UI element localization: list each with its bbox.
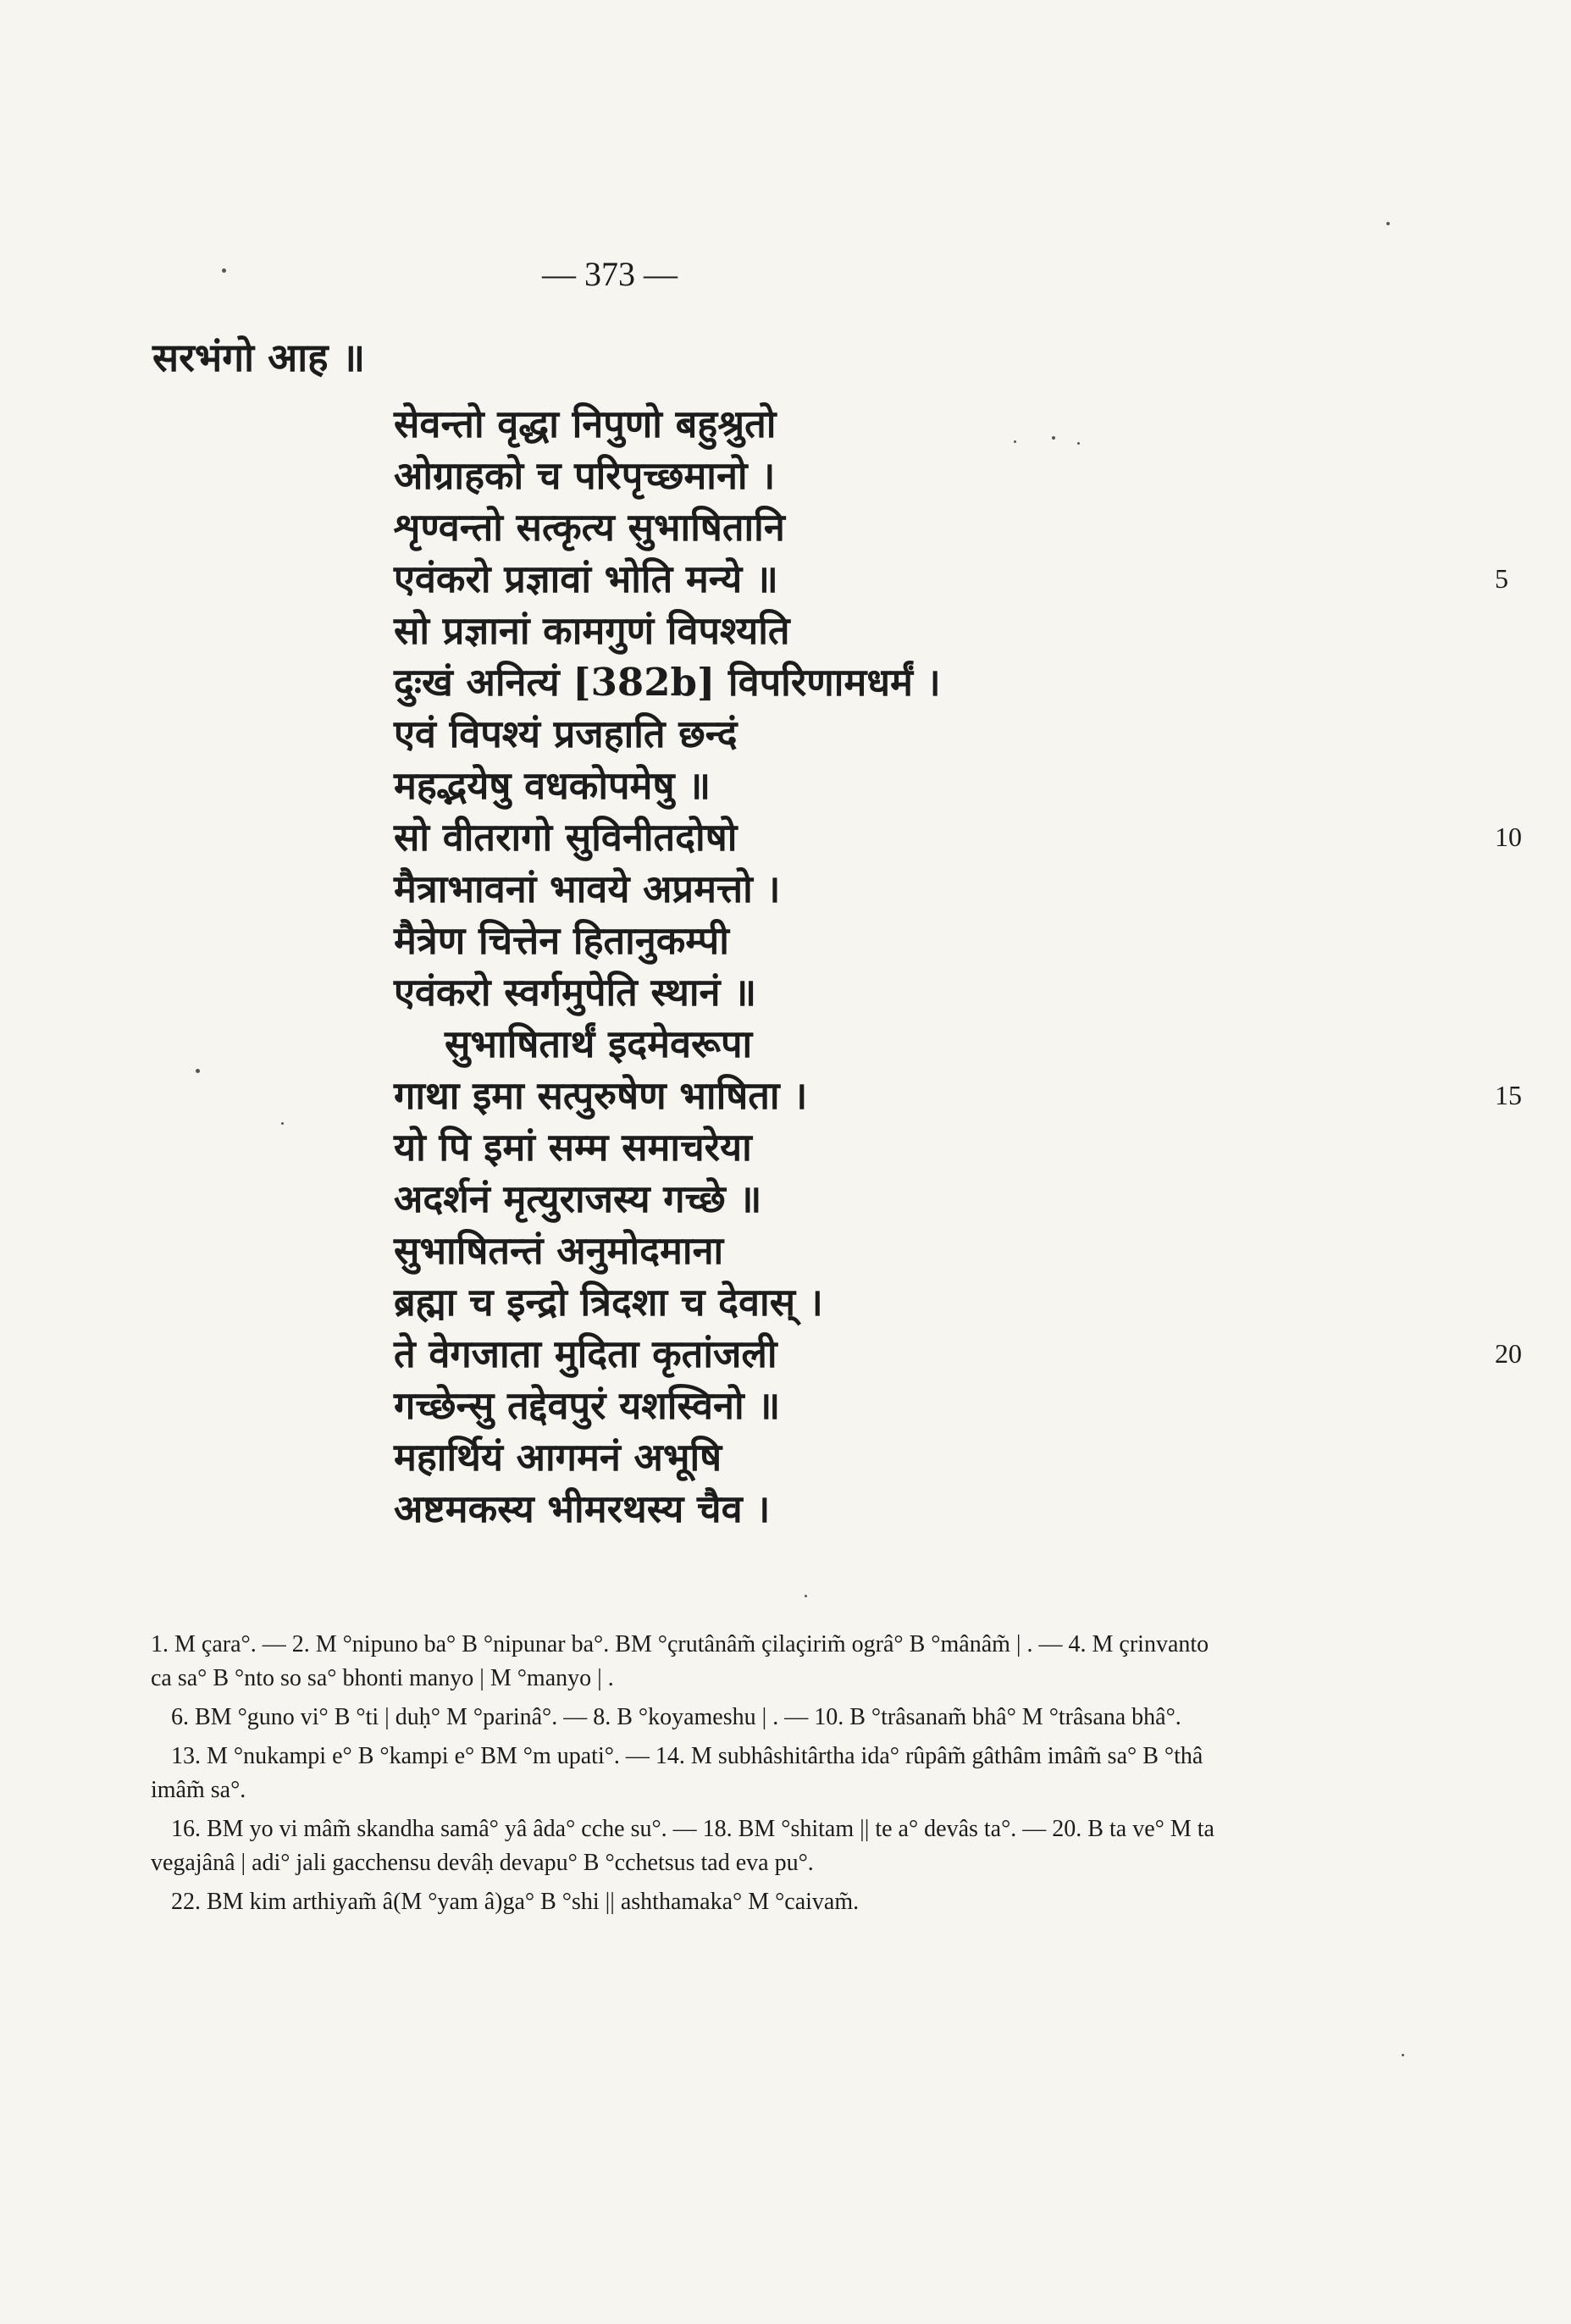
scan-speck xyxy=(1402,2054,1404,2056)
line-number: 15 xyxy=(1495,1080,1522,1110)
verse-line xyxy=(394,1121,1241,1173)
footnote-paragraph: 13. M °nukampi e° B °kampi e° BM °m upati°. — 14. M subhâshitârtha ida° rûpâm̃ gâthâm imâm̃ sa° B °thâ imâm̃ sa°. xyxy=(151,1743,1203,1803)
verse-text: ते वेगजाता मुदिता कृतांजली xyxy=(394,1331,777,1376)
verse-text: एवं विपश्यं प्रजहाति छन्दं xyxy=(394,711,738,756)
verse-text: सो वीतरागो सुविनीतदोषो xyxy=(394,815,738,860)
verse-text: शृण्वन्तो सत्कृत्य सुभाषितानि xyxy=(394,505,785,550)
verse-text: सो प्रज्ञानां कामगुणं विपश्यति xyxy=(394,608,790,653)
verse-text: मैत्राभावनां भावये अप्रमत्तो । xyxy=(394,866,781,911)
verse-line xyxy=(394,863,1241,915)
verse-line xyxy=(394,501,1241,553)
footnote-paragraph: 6. BM °guno vi° B °ti | duḥ° M °parinâ°. — 8. B °koyameshu | . — 10. B °trâsanam̃ bhâ° M °trâsana bhâ°. xyxy=(171,1704,1181,1730)
line-number: 20 xyxy=(1495,1338,1522,1369)
verse-line xyxy=(394,1431,1241,1483)
scan-speck xyxy=(1386,222,1390,225)
verse-line xyxy=(394,398,1241,450)
verse-line xyxy=(394,811,1522,863)
verse-line xyxy=(394,1070,1522,1121)
verse-text: सुभाषितन्तं अनुमोदमाना xyxy=(394,1228,724,1273)
verse-line xyxy=(394,966,1241,1018)
verse-line xyxy=(394,1483,1241,1535)
verse-text: गाथा इमा सत्पुरुषेण भाषिता । xyxy=(394,1073,808,1118)
verse-text: अष्टमकस्य भीमरथस्य चैव । xyxy=(394,1486,771,1531)
verse-line xyxy=(394,656,1241,708)
verse-line xyxy=(394,553,1508,605)
verse-text: अदर्शनं मृत्युराजस्य गच्छे ॥ xyxy=(394,1176,762,1221)
verse-line xyxy=(394,1018,1241,1070)
verse-line xyxy=(394,605,1241,656)
verse-block xyxy=(394,398,1522,1535)
verse-text: एवंकरो स्वर्गमुपेति स्थानं ॥ xyxy=(394,970,757,1015)
verse-line xyxy=(394,915,1241,966)
verse-text: गच्छेन्सु तद्देवपुरं यशस्विनो ॥ xyxy=(394,1383,781,1428)
verse-line xyxy=(394,1276,1241,1328)
line-number: 10 xyxy=(1495,822,1522,852)
scan-speck xyxy=(281,1122,284,1125)
footnote-paragraph: 1. M çara°. — 2. M °nipuno ba° B °nipunar ba°. BM °çrutânâm̃ çilaçirim̃ ogrâ° B °mânâm̃ | . — 4. M çrinvanto ca sa° B °nto so sa° bhonti manyo | M °manyo | . xyxy=(151,1631,1209,1691)
verse-line xyxy=(394,450,1241,501)
verse-line xyxy=(394,1225,1241,1276)
scan-speck xyxy=(805,1595,807,1597)
scan-speck xyxy=(1052,436,1055,440)
verse-text: एवंकरो प्रज्ञावां भोति मन्ये ॥ xyxy=(394,556,778,601)
verse-text: ओग्राहको च परिपृच्छमानो । xyxy=(394,453,776,498)
speaker-heading: सरभंगो आह ॥ xyxy=(152,335,366,380)
verse-line xyxy=(394,1328,1522,1380)
verse-text: यो पि इमां सम्म समाचरेया xyxy=(394,1125,752,1170)
scan-speck xyxy=(1077,442,1080,445)
verse-text: महार्थियं आगमनं अभूषि xyxy=(394,1435,722,1480)
verse-line xyxy=(394,1380,1241,1431)
scan-speck xyxy=(196,1069,200,1073)
verse-line xyxy=(394,708,1241,760)
line-number: 5 xyxy=(1495,563,1508,594)
verse-text: मैत्रेण चित्तेन हितानुकम्पी xyxy=(394,918,729,963)
footnote-paragraph: 22. BM kim arthiyam̃ â(M °yam â)ga° B °shi || ashthamaka° M °caivam̃. xyxy=(171,1889,860,1915)
scan-speck xyxy=(1014,440,1016,443)
verse-text: सुभाषितार्थं इदमेवरूपा xyxy=(445,1021,753,1066)
footnotes xyxy=(151,1628,1231,1924)
verse-text: सेवन्तो वृद्धा निपुणो बहुश्रुतो xyxy=(394,401,777,446)
verse-line xyxy=(394,1173,1241,1225)
verse-text: महद्भयेषु वधकोपमेषु ॥ xyxy=(394,763,711,808)
scan-speck xyxy=(222,268,226,273)
footnote-paragraph: 16. BM yo vi mâm̃ skandha samâ° yâ âda° cche su°. — 18. BM °shitam || te a° devâs ta°. — 20. B ta ve° M ta vegajânâ | adi° jali gacchensu devâḥ devapu° B °cchetsus tad eva pu°. xyxy=(151,1816,1214,1876)
verse-text: ब्रह्मा च इन्द्रो त्रिदशा च देवास् । xyxy=(394,1280,823,1325)
page-number: — 373 — xyxy=(542,255,678,293)
verse-text: दुःखं अनित्यं [382b] विपरिणामधर्मं । xyxy=(394,660,941,705)
verse-line xyxy=(394,760,1241,811)
